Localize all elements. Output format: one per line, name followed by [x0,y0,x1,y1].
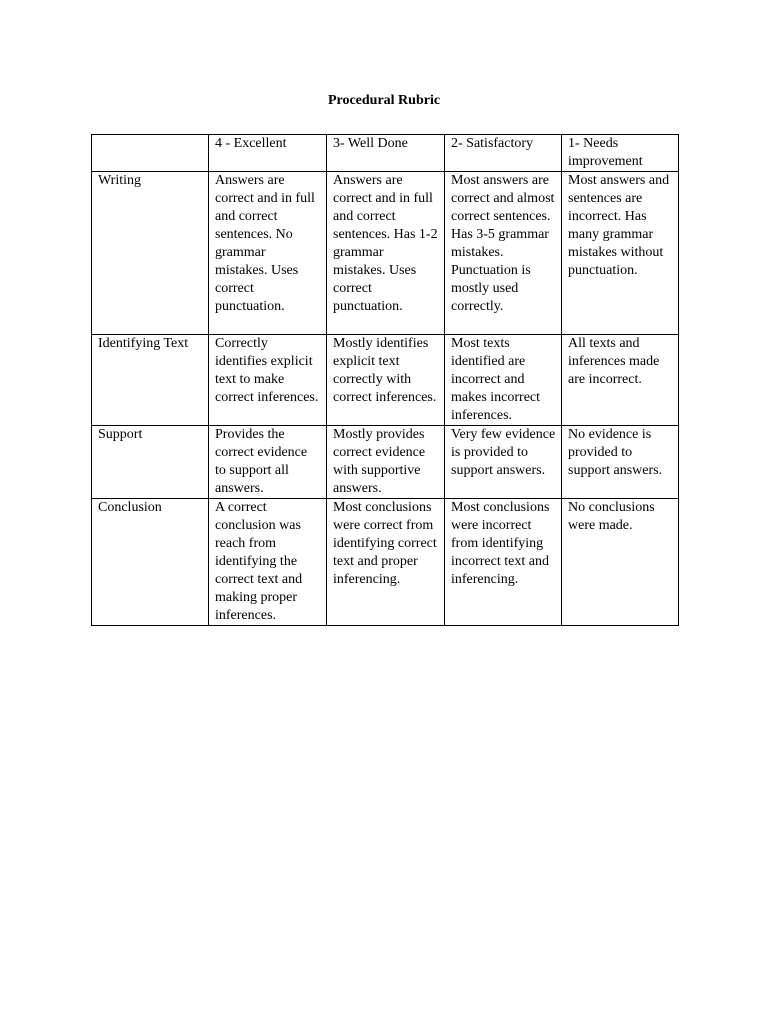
page-title: Procedural Rubric [327,93,441,108]
table-cell: Mostly provides correct evidence with supportive answers. [327,426,445,499]
table-cell: Most texts identified are incorrect and makes incorrect inferences. [445,335,562,426]
rubric-table [91,134,679,626]
table-row [92,335,679,426]
header-cell-blank [92,135,209,172]
table-cell: No evidence is provided to support answers. [562,426,679,499]
table-cell: Correctly identifies explicit text to make correct inferences. [209,335,327,426]
criterion-cell-writing: Writing [92,172,209,335]
table-row [92,172,679,335]
criterion-cell-conclusion: Conclusion [92,499,209,626]
header-cell-excellent: 4 - Excellent [209,135,327,172]
header-cell-satisfactory: 2- Satisfactory [445,135,562,172]
table-cell: A correct conclusion was reach from identifying the correct text and making proper inferences. [209,499,327,626]
criterion-cell-identifying-text: Identifying Text [92,335,209,426]
table-cell: Most conclusions were incorrect from identifying incorrect text and inferencing. [445,499,562,626]
header-cell-needs-improvement: 1- Needs improvement [562,135,679,172]
criterion-cell-support: Support [92,426,209,499]
table-cell: Very few evidence is provided to support answers. [445,426,562,499]
table-cell: Answers are correct and in full and correct sentences. Has 1-2 grammar mistakes. Uses correct punctuation. [327,172,445,335]
table-cell: Most answers and sentences are incorrect. Has many grammar mistakes without punctuation. [562,172,679,335]
table-row [92,426,679,499]
table-cell: Provides the correct evidence to support all answers. [209,426,327,499]
table-row [92,499,679,626]
table-cell: No conclusions were made. [562,499,679,626]
header-row [92,135,679,172]
table-cell: Mostly identifies explicit text correctly with correct inferences. [327,335,445,426]
table-cell: Most conclusions were correct from identifying correct text and proper inferencing. [327,499,445,626]
table-cell: All texts and inferences made are incorrect. [562,335,679,426]
header-cell-well-done: 3- Well Done [327,135,445,172]
table-cell: Most answers are correct and almost correct sentences. Has 3-5 grammar mistakes. Punctuation is mostly used correctly. [445,172,562,335]
table-cell: Answers are correct and in full and correct sentences. No grammar mistakes. Uses correct punctuation. [209,172,327,335]
